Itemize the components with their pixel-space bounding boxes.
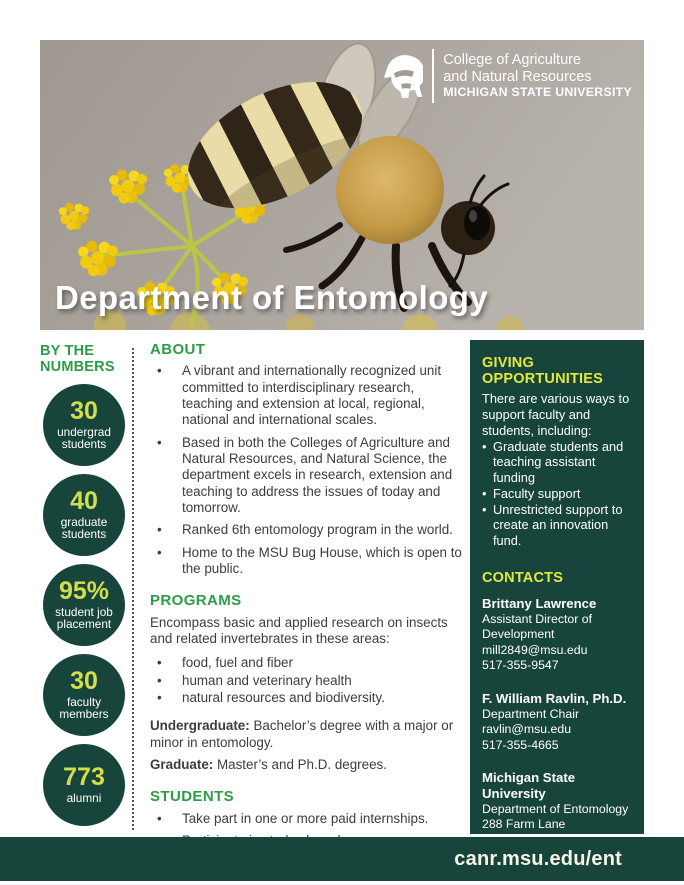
programs-bullet: food, fuel and fiber bbox=[182, 655, 293, 671]
programs-bullet: natural resources and biodiversity. bbox=[182, 690, 385, 706]
page-title: Department of Entomology bbox=[55, 279, 489, 316]
list-item bbox=[150, 522, 464, 538]
list-item bbox=[150, 673, 464, 689]
stat-value: 40 bbox=[70, 486, 98, 515]
bullet-icon bbox=[482, 439, 493, 486]
graduate-label: Graduate: bbox=[150, 757, 214, 773]
contact-phone: 517-355-9547 bbox=[482, 658, 559, 673]
list-item bbox=[150, 435, 464, 517]
students-bullet: Take part in one or more paid internships. bbox=[182, 810, 429, 826]
contact-title: Department Chair bbox=[482, 706, 580, 721]
list-item bbox=[150, 545, 464, 578]
bullet-icon bbox=[150, 655, 182, 671]
giving-bullet: Faculty support bbox=[493, 485, 581, 501]
canr-logo bbox=[383, 49, 632, 103]
stat-value: 30 bbox=[70, 666, 98, 695]
list-item bbox=[482, 486, 632, 502]
bullet-icon bbox=[150, 690, 182, 706]
programs-intro: Encompass basic and applied research on insects and related invertebrates in these areas: bbox=[150, 614, 448, 647]
contact-entry bbox=[482, 596, 632, 674]
contact-phone: 517-355-4665 bbox=[482, 737, 559, 752]
stat-label: graduate students bbox=[60, 514, 108, 542]
undergraduate-degree-line bbox=[150, 718, 464, 751]
logo-line1: College of Agriculture bbox=[443, 52, 582, 69]
giving-bullet: Graduate students and teaching assistant funding bbox=[493, 438, 624, 486]
contact-entry bbox=[482, 691, 632, 753]
about-heading: ABOUT bbox=[150, 341, 206, 358]
list-item bbox=[482, 502, 632, 549]
undergraduate-label: Undergraduate: bbox=[150, 718, 250, 734]
about-bullet: A vibrant and internationally recognized unit committed to interdisciplinary research, teaching and extension at local, regional, national and international scales. bbox=[182, 363, 442, 428]
logo-divider bbox=[432, 49, 434, 103]
stat-circle-alumni bbox=[43, 744, 125, 826]
bullet-icon bbox=[150, 545, 182, 578]
contact-email[interactable]: mill2849@msu.edu bbox=[482, 642, 588, 657]
by-the-numbers-column bbox=[36, 344, 132, 826]
stat-circle-faculty bbox=[43, 654, 125, 736]
graduate-degree-line bbox=[150, 757, 464, 773]
stat-value: 30 bbox=[70, 396, 98, 425]
spartan-helmet-icon bbox=[383, 53, 423, 99]
giving-intro: There are various ways to support faculty and students, including: bbox=[482, 391, 630, 438]
bullet-icon bbox=[482, 502, 493, 549]
giving-contacts-panel bbox=[470, 340, 644, 834]
list-item bbox=[150, 690, 464, 706]
contact-email[interactable]: ravlin@msu.edu bbox=[482, 722, 572, 737]
contact-name: Michigan State University bbox=[482, 770, 576, 801]
list-item bbox=[150, 655, 464, 671]
logo-line2: and Natural Resources bbox=[443, 68, 592, 85]
contact-dept: Department of Entomology bbox=[482, 801, 629, 816]
logo-wordmark: MICHIGAN STATE UNIVERSITY bbox=[443, 84, 632, 99]
bullet-icon bbox=[150, 522, 182, 538]
bullet-icon bbox=[150, 811, 182, 827]
list-item bbox=[150, 363, 464, 428]
bullet-icon bbox=[150, 435, 182, 517]
stat-circle-undergrad bbox=[43, 384, 125, 466]
contact-address: 288 Farm Lane bbox=[482, 817, 566, 832]
stat-circle-placement bbox=[43, 564, 125, 646]
graduate-text: Master’s and Ph.D. degrees. bbox=[216, 757, 387, 773]
about-bullet: Based in both the Colleges of Agriculture and Natural Resources, and Natural Science, the department excels in research, extension and teaching to address the issues of today and tomorrow. bbox=[182, 434, 453, 516]
contact-name: F. William Ravlin, Ph.D. bbox=[482, 690, 627, 706]
bullet-icon bbox=[150, 363, 182, 428]
by-the-numbers-heading: BY THE NUMBERS bbox=[40, 343, 115, 375]
footer-bar bbox=[0, 837, 684, 881]
contacts-heading: CONTACTS bbox=[482, 569, 564, 586]
bullet-icon bbox=[150, 673, 182, 689]
stat-label: faculty members bbox=[59, 694, 109, 722]
programs-heading: PROGRAMS bbox=[150, 592, 242, 610]
about-bullet: Ranked 6th entomology program in the world. bbox=[182, 522, 453, 538]
hero-image bbox=[40, 40, 644, 330]
dotted-divider bbox=[132, 348, 134, 830]
list-item bbox=[150, 811, 464, 827]
contact-name: Brittany Lawrence bbox=[482, 596, 597, 612]
stat-label: undergrad students bbox=[57, 424, 111, 452]
list-item bbox=[482, 439, 632, 486]
stat-value: 95% bbox=[58, 576, 110, 605]
stat-circle-graduate bbox=[43, 474, 125, 556]
undergraduate-text: Bachelor’s degree with a major or minor in entomology. bbox=[150, 718, 454, 750]
logo-text bbox=[443, 52, 632, 100]
stat-value: 773 bbox=[63, 763, 105, 792]
about-bullet: Home to the MSU Bug House, which is open to the public. bbox=[182, 544, 462, 577]
stat-label: alumni bbox=[66, 791, 102, 806]
contact-title: Assistant Director of Development bbox=[482, 611, 593, 642]
giving-bullet: Unrestricted support to create an innovation fund. bbox=[493, 501, 623, 549]
main-column bbox=[150, 341, 464, 855]
stat-label: student job placement bbox=[55, 604, 113, 632]
giving-heading: GIVING OPPORTUNITIES bbox=[482, 355, 604, 388]
students-heading: STUDENTS bbox=[150, 788, 235, 806]
bullet-icon bbox=[482, 486, 493, 502]
programs-bullet: human and veterinary health bbox=[182, 672, 352, 688]
footer-url[interactable]: canr.msu.edu/ent bbox=[454, 847, 622, 870]
